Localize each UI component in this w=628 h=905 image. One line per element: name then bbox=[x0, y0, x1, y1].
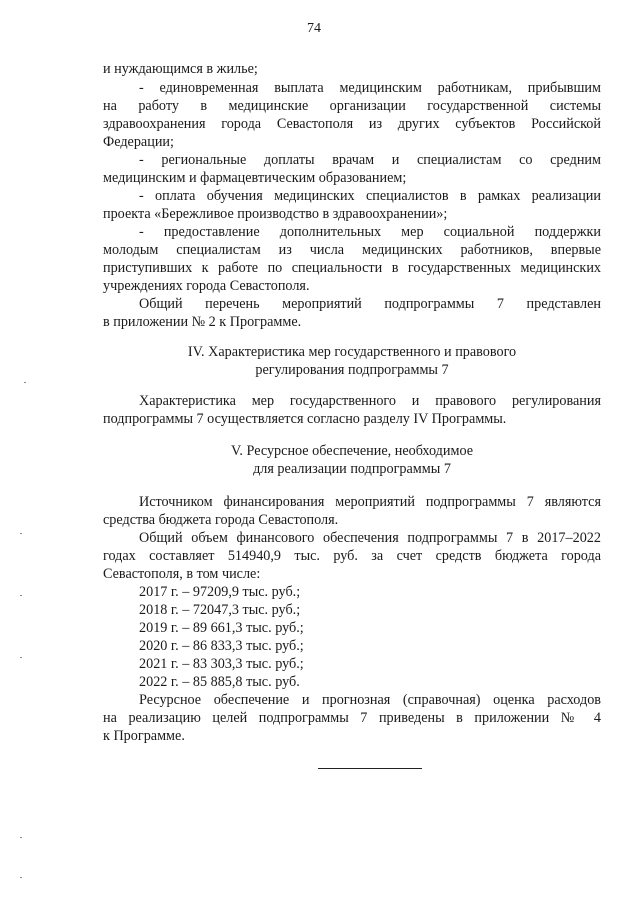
scan-speck bbox=[20, 657, 22, 658]
text-line: Источником финансирования мероприятий подпрограммы 7 являются bbox=[139, 494, 601, 510]
text-line: на реализацию целей подпрограммы 7 приведены в приложении № 4 bbox=[103, 710, 601, 726]
text-line: - предоставление дополнительных мер социальной поддержки bbox=[139, 224, 601, 240]
scan-speck bbox=[20, 533, 22, 534]
budget-year-line: 2022 г. – 85 885,8 тыс. руб. bbox=[139, 674, 300, 690]
text-line: приступивших к работе по специальности в государственных медицинских bbox=[103, 260, 601, 276]
text-line: - региональные доплаты врачам и специалистам со средним bbox=[139, 152, 601, 168]
text-line: на работу в медицинские организации государственной системы bbox=[103, 98, 601, 114]
text-line: медицинским и фармацевтическим образованием; bbox=[103, 170, 407, 186]
text-line: - единовременная выплата медицинским работникам, прибывшим bbox=[139, 80, 601, 96]
text-line: и нуждающимся в жилье; bbox=[103, 61, 258, 77]
text-line: средства бюджета города Севастополя. bbox=[103, 512, 339, 528]
section-heading: IV. Характеристика мер государственного и правового bbox=[187, 344, 517, 360]
section-heading: V. Ресурсное обеспечение, необходимое bbox=[230, 443, 474, 459]
text-line: Ресурсное обеспечение и прогнозная (справочная) оценка расходов bbox=[139, 692, 601, 708]
page-number: 74 bbox=[307, 21, 321, 36]
budget-year-line: 2020 г. – 86 833,3 тыс. руб.; bbox=[139, 638, 304, 654]
text-line: Характеристика мер государственного и правового регулирования bbox=[139, 393, 601, 409]
text-line: проекта «Бережливое производство в здравоохранении»; bbox=[103, 206, 448, 222]
scan-speck bbox=[20, 877, 22, 878]
section-heading: регулирования подпрограммы 7 bbox=[255, 362, 449, 378]
text-line: в приложении № 2 к Программе. bbox=[103, 314, 302, 330]
text-line: годах составляет 514940,9 тыс. руб. за счет средств бюджета города bbox=[103, 548, 601, 564]
text-line: здравоохранения города Севастополя из других субъектов Российской bbox=[103, 116, 601, 132]
section-heading: для реализации подпрограммы 7 bbox=[253, 461, 451, 477]
text-line: - оплата обучения медицинских специалистов в рамках реализации bbox=[139, 188, 601, 204]
text-line: Общий объем финансового обеспечения подпрограммы 7 в 2017–2022 bbox=[139, 530, 601, 546]
text-line: Общий перечень мероприятий подпрограммы 7 представлен bbox=[139, 296, 601, 312]
text-line: учреждениях города Севастополя. bbox=[103, 278, 310, 294]
budget-year-line: 2019 г. – 89 661,3 тыс. руб.; bbox=[139, 620, 304, 636]
text-line: подпрограммы 7 осуществляется согласно разделу IV Программы. bbox=[103, 411, 507, 427]
budget-year-line: 2017 г. – 97209,9 тыс. руб.; bbox=[139, 584, 301, 600]
end-rule bbox=[318, 768, 422, 769]
text-line: молодым специалистам из числа медицинских работников, впервые bbox=[103, 242, 601, 258]
scan-speck bbox=[24, 382, 26, 383]
text-line: к Программе. bbox=[103, 728, 185, 744]
budget-year-line: 2021 г. – 83 303,3 тыс. руб.; bbox=[139, 656, 304, 672]
scan-speck bbox=[20, 837, 22, 838]
scan-speck bbox=[20, 595, 22, 596]
budget-year-line: 2018 г. – 72047,3 тыс. руб.; bbox=[139, 602, 301, 618]
text-line: Федерации; bbox=[103, 134, 174, 150]
text-line: Севастополя, в том числе: bbox=[103, 566, 261, 582]
